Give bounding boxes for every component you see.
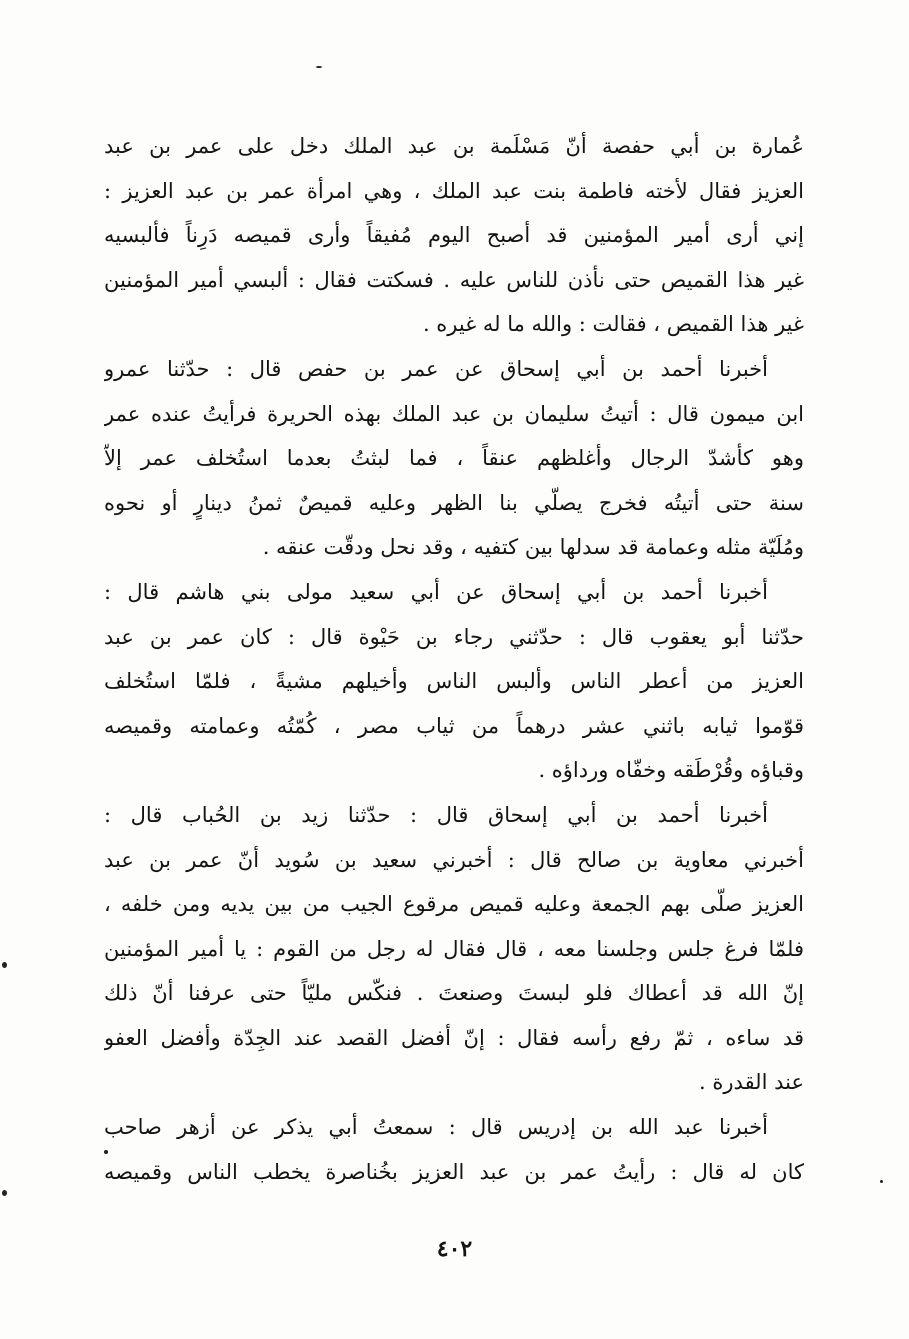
text-line: العزيز من أعطر الناس وألبس الناس وأخيلهم مشيةً ، فلمّا استُخلف [104, 669, 804, 694]
text-line: سنة حتى أتيتُه فخرج يصلّي بنا الظهر وعليه قميصٌ ثمنُ دينارٍ أو نحوه [104, 490, 804, 515]
text-line: ابن ميمون قال : أتيتُ سليمان بن عبد الملك بهذه الحريرة فرأيتُ عنده عمر [104, 401, 804, 426]
text-line: أخبرنا أحمد بن أبي إسحاق قال : حدّثنا زيد بن الحُباب قال : [104, 802, 768, 827]
text-line: عُمارة بن أبي حفصة أنّ مَسْلَمة بن عبد الملك دخل على عمر بن عبد [104, 134, 804, 158]
text-line: ومُلَيّة مثله وعمامة قد سدلها بين كتفيه ، وقد نحل ودقّت عنقه . [262, 535, 804, 560]
text-line: أخبرنا أحمد بن أبي إسحاق عن عمر بن حفص قال : حدّثنا عمرو [104, 356, 768, 381]
text-line: العزيز صلّى بهم الجمعة وعليه قميص مرقوع الجيب من بين يديه ومن خلفه ، [104, 892, 804, 917]
paragraph-4 [104, 793, 804, 1105]
text-line: وقباؤه وقُرْطَقه وخفّاه ورداؤه . [538, 758, 804, 783]
paragraph-1 [104, 124, 804, 347]
text-line: وهو كأشدّ الرجال وأغلظهم عنقاً ، فما لبثتُ بعدما استُخلف عمر إلاّ [104, 446, 804, 471]
text-line: حدّثنا أبو يعقوب قال : حدّثني رجاء بن حَيْوة قال : كان عمر بن عبد [104, 624, 804, 649]
scan-speck [880, 1180, 883, 1183]
paragraph-3 [104, 570, 804, 793]
paragraph-2 [104, 347, 804, 570]
scan-speck [2, 962, 7, 968]
text-line: غير هذا القميص حتى نأذن للناس عليه . فسكتت فقال : ألبسي أمير المؤمنين [104, 267, 804, 292]
text-line: إنّ الله قد أعطاك فلو لبستَ وصنعتَ . فنكّس مليّاً حتى عرفنا أنّ ذلك [104, 981, 804, 1006]
text-line: إني أرى أمير المؤمنين قد أصبح اليوم مُفيقاً وأرى قميصه دَرِناً فألبسيه [104, 223, 804, 248]
page-number: ٤٠٢ [436, 1236, 473, 1262]
scan-speck [316, 66, 322, 68]
text-line: عند القدرة . [699, 1070, 804, 1095]
text-line: كان له قال : رأيتُ عمر بن عبد العزيز بخُناصرة يخطب الناس وقميصه [104, 1159, 804, 1184]
text-line: فلمّا فرغ جلس وجلسنا معه ، قال فقال له رجل من القوم : يا أمير المؤمنين [104, 936, 804, 961]
text-line: قد ساءه ، ثمّ رفع رأسه فقال : إنّ أفضل القصد عند الجِدّة وأفضل العفو [104, 1025, 804, 1050]
scan-speck [2, 1190, 7, 1196]
text-line: العزيز فقال لأخته فاطمة بنت عبد الملك ، وهي امرأة عمر بن عبد العزيز : [104, 178, 804, 203]
text-line: أخبرنا عبد الله بن إدريس قال : سمعتُ أبي يذكر عن أزهر صاحب [104, 1115, 768, 1140]
main-text [104, 124, 804, 1194]
scan-speck [104, 1150, 108, 1154]
text-line: قوّموا ثيابه باثني عشر درهماً من ثياب مصر ، كُمّتُه وعمامته وقميصه [104, 713, 804, 738]
paragraph-5 [104, 1105, 804, 1194]
text-line: أخبرني معاوية بن صالح قال : أخبرني سعيد بن سُويد أنّ عمر بن عبد [104, 847, 804, 872]
text-line: غير هذا القميص ، فقالت : والله ما له غيره . [422, 312, 804, 337]
text-line: أخبرنا أحمد بن أبي إسحاق عن أبي سعيد مولى بني هاشم قال : [104, 579, 768, 604]
